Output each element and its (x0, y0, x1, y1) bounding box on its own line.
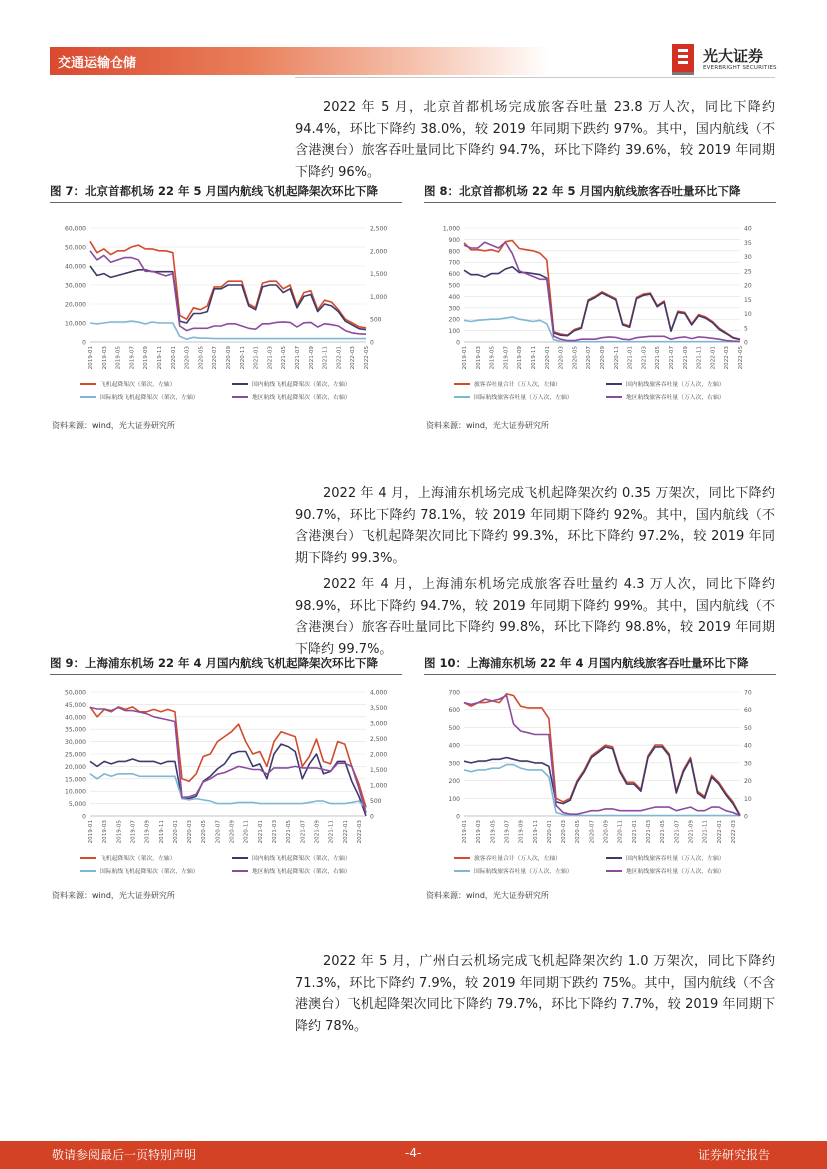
fig10-xtick: 2021-09 (688, 820, 695, 844)
fig8-xtick: 2022-01 (710, 346, 717, 370)
fig8-ytick-right: 10 (744, 311, 752, 318)
fig7-xtick: 2021-07 (295, 346, 301, 370)
fig8-ytick-right: 5 (744, 325, 748, 333)
fig10-legend-label-3: 地区航线旅客吞吐量（万人次，右轴） (626, 869, 725, 876)
fig9-series-line-1 (90, 744, 366, 816)
fig10-legend-label-2: 国际航线旅客吞吐量（万人次，左轴） (474, 869, 573, 876)
fig10-ytick-left: 100 (448, 795, 460, 803)
fig8-ytick-right: 35 (744, 239, 752, 247)
fig9-series-line-0 (90, 707, 366, 807)
fig9-xtick: 2020-03 (187, 820, 194, 844)
fig7-xtick: 2020-11 (239, 346, 246, 370)
fig9-xtick: 2019-01 (88, 820, 94, 844)
fig9-xtick: 2019-05 (116, 820, 123, 844)
fig8-xtick: 2019-01 (462, 346, 468, 370)
fig7-xtick: 2021-01 (253, 346, 260, 370)
fig8-xtick: 2019-07 (503, 346, 510, 370)
fig7-xtick: 2019-01 (88, 346, 94, 370)
fig9-xtick: 2022-01 (342, 820, 349, 844)
fig10-xtick: 2019-11 (532, 820, 539, 844)
figure-9 (50, 655, 402, 675)
fig7-xtick: 2019-09 (143, 346, 150, 370)
fig7-ytick-left: 20,000 (65, 301, 86, 309)
figure-8-title: 图 8：北京首都机场 22 年 5 月国内航线旅客吞吐量环比下降 (424, 183, 776, 203)
fig7-xtick: 2019-03 (101, 346, 108, 370)
fig10-svg (424, 684, 776, 884)
paragraph-block-3 (295, 951, 775, 1042)
fig9-ytick-right: 1,500 (370, 767, 388, 774)
fig10-xtick: 2020-11 (617, 820, 624, 844)
fig8-xtick: 2022-05 (738, 346, 744, 370)
fig10-xtick: 2021-03 (646, 820, 652, 844)
fig8-xtick: 2022-03 (724, 346, 731, 370)
fig7-xtick: 2021-03 (267, 346, 274, 370)
fig10-ytick-right: 40 (744, 742, 752, 750)
fig8-xtick: 2020-09 (600, 346, 606, 370)
fig8-xtick: 2020-05 (572, 346, 579, 370)
fig8-legend-label-0: 旅客吞吐量合计（万人次，左轴） (474, 382, 561, 389)
fig8-ytick-right: 30 (744, 254, 752, 261)
fig10-series-line-1 (464, 747, 740, 816)
fig7-legend-label-2: 国际航线飞机起降架次（架次，左轴） (100, 395, 199, 402)
fig7-xtick: 2020-03 (184, 346, 191, 370)
figure-8 (424, 183, 776, 203)
fig7-ytick-right: 2,500 (370, 225, 388, 233)
fig9-xtick: 2021-11 (328, 820, 335, 844)
fig8-xtick: 2021-05 (655, 346, 662, 370)
fig7-legend-label-0: 飞机起降架次（架次，左轴） (100, 382, 176, 389)
fig10-series-line-0 (464, 694, 740, 816)
fig8-ytick-right: 15 (744, 296, 752, 304)
fig10-xtick: 2020-07 (589, 820, 596, 844)
fig7-xtick: 2022-03 (350, 346, 357, 370)
fig8-svg (424, 220, 776, 410)
fig8-legend-label-2: 国际航线旅客吞吐量（万人次，左轴） (474, 395, 573, 402)
fig7-xtick: 2020-07 (212, 346, 219, 370)
figure-10 (424, 655, 776, 675)
fig9-ytick-left: 10,000 (65, 788, 86, 796)
fig10-xtick: 2021-11 (702, 820, 709, 844)
fig7-xtick: 2019-11 (157, 346, 163, 370)
fig9-xtick: 2021-07 (300, 820, 307, 844)
fig9-xtick: 2019-07 (130, 820, 137, 844)
fig7-ytick-left: 30,000 (65, 282, 86, 290)
fig9-ytick-right: 500 (370, 798, 382, 805)
fig8-ytick-left: 500 (448, 282, 460, 290)
fig9-xtick: 2021-01 (257, 820, 264, 844)
fig7-series-line-1 (90, 266, 366, 330)
fig10-ytick-right: 0 (744, 813, 748, 821)
fig9-ytick-left: 30,000 (65, 739, 86, 747)
footer-page-number: -4- (405, 1146, 422, 1160)
fig8-ytick-left: 400 (448, 293, 460, 301)
figure-7 (50, 183, 402, 203)
fig8-ytick-left: 800 (448, 248, 460, 256)
figure-9-title: 图 9：上海浦东机场 22 年 4 月国内航线飞机起降架次环比下降 (50, 655, 402, 675)
fig8-series-line-1 (464, 267, 740, 340)
fig9-ytick-right: 2,500 (370, 736, 388, 743)
fig7-legend-label-1: 国内航线飞机起降架次（架次，左轴） (252, 382, 351, 389)
fig7-ytick-left: 50,000 (65, 244, 86, 252)
fig8-ytick-left: 100 (448, 328, 460, 336)
fig10-ytick-left: 500 (448, 724, 460, 732)
fig9-ytick-left: 15,000 (65, 776, 86, 784)
fig7-ytick-left: 60,000 (65, 225, 86, 233)
fig9-xtick: 2020-07 (215, 820, 222, 844)
figure-8-source: 资料来源：wind，光大证券研究所 (426, 421, 549, 430)
fig10-ytick-left: 0 (456, 813, 460, 821)
fig8-xtick: 2020-03 (558, 346, 565, 370)
fig10-xtick: 2020-01 (546, 820, 553, 844)
fig8-ytick-right: 40 (744, 225, 752, 233)
fig8-xtick: 2020-01 (544, 346, 551, 370)
fig8-legend-label-3: 地区航线旅客吞吐量（万人次，右轴） (626, 395, 725, 402)
fig9-xtick: 2020-09 (229, 820, 236, 844)
fig8-ytick-left: 300 (448, 305, 460, 313)
figure-8-chart (424, 220, 776, 410)
paragraph-4: 2022 年 5 月，广州白云机场完成飞机起降架次约 1.0 万架次，同比下降约 71.3%，环比下降约 7.9%，较 2019 年同期下跌约 75%。其中，国内航线（不含港澳台）飞机起降架次同比下降约 79.7%，环比下降约 7.7%，较 2019 年同期下降约 78%。 (295, 954, 775, 1034)
fig10-xtick: 2019-01 (462, 820, 468, 844)
fig8-legend-label-1: 国内航线旅客吞吐量（万人次，左轴） (626, 382, 725, 389)
fig9-ytick-right: 3,500 (370, 705, 388, 712)
figure-9-chart (50, 684, 402, 884)
fig7-svg (50, 220, 402, 410)
fig10-xtick: 2019-09 (518, 820, 525, 844)
fig10-xtick: 2020-03 (561, 820, 568, 844)
fig7-xtick: 2019-05 (115, 346, 122, 370)
fig7-xtick: 2020-01 (170, 346, 177, 370)
fig7-xtick: 2022-01 (336, 346, 343, 370)
fig7-ytick-right: 0 (370, 339, 374, 347)
fig8-ytick-left: 0 (456, 339, 460, 347)
fig7-ytick-left: 40,000 (65, 263, 86, 271)
fig7-ytick-left: 10,000 (65, 320, 86, 328)
fig9-xtick: 2022-03 (356, 820, 363, 844)
fig8-ytick-right: 20 (744, 282, 752, 290)
fig10-legend-label-0: 旅客吞吐量合计（万人次，左轴） (474, 856, 561, 863)
fig8-xtick: 2019-05 (489, 346, 496, 370)
fig10-ytick-right: 60 (744, 707, 752, 715)
fig10-legend-label-1: 国内航线旅客吞吐量（万人次，左轴） (626, 856, 725, 863)
fig7-ytick-right: 1,500 (370, 271, 388, 279)
fig9-svg (50, 684, 402, 884)
fig9-ytick-left: 20,000 (65, 763, 86, 771)
fig7-ytick-right: 2,000 (370, 248, 388, 256)
fig9-ytick-left: 0 (82, 813, 86, 821)
fig9-xtick: 2020-05 (201, 820, 208, 844)
figure-7-title: 图 7：北京首都机场 22 年 5 月国内航线飞机起降架次环比下降 (50, 183, 402, 203)
fig7-xtick: 2020-05 (198, 346, 205, 370)
fig8-xtick: 2020-11 (613, 346, 620, 370)
paragraph-block-2 (295, 483, 775, 665)
fig10-xtick: 2019-05 (490, 820, 497, 844)
fig8-ytick-left: 1,000 (442, 225, 460, 233)
fig8-ytick-left: 900 (448, 236, 460, 244)
fig9-xtick: 2020-11 (243, 820, 250, 844)
fig9-ytick-left: 35,000 (65, 726, 86, 734)
fig8-xtick: 2021-07 (669, 346, 675, 370)
fig9-ytick-left: 50,000 (65, 689, 86, 697)
fig9-ytick-left: 25,000 (65, 751, 86, 759)
fig9-xtick: 2021-03 (272, 820, 278, 844)
fig8-xtick: 2020-07 (586, 346, 593, 370)
fig10-ytick-right: 50 (744, 724, 752, 732)
fig8-ytick-right: 0 (744, 339, 748, 347)
fig7-xtick: 2019-07 (129, 346, 136, 370)
fig10-ytick-right: 20 (744, 778, 752, 786)
fig8-ytick-left: 700 (448, 259, 460, 267)
paragraph-3: 2022 年 4 月，上海浦东机场完成旅客吞吐量约 4.3 万人次，同比下降约 98.9%，环比下降约 94.7%，较 2019 年同期下降约 99%。其中，国内航线（不含港澳台）旅客吞吐量同比下降约 99.8%，环比下降约 98.8%，较 2019 年同期下降约 99.7%。 (295, 577, 775, 657)
figure-9-source: 资料来源：wind，光大证券研究所 (52, 891, 175, 900)
fig8-series-line-0 (464, 241, 740, 340)
fig9-xtick: 2020-01 (172, 820, 179, 844)
fig7-ytick-right: 500 (370, 316, 382, 324)
fig10-ytick-right: 10 (744, 795, 752, 803)
fig9-ytick-right: 1,000 (370, 782, 388, 790)
fig9-xtick: 2019-11 (158, 820, 165, 844)
section-title: 交通运输仓储 (58, 56, 137, 71)
paragraph-2: 2022 年 4 月，上海浦东机场完成飞机起降架次约 0.35 万架次，同比下降约 90.7%，环比下降约 78.1%，较 2019 年同期下降约 92%。其中，国内航线（不含港澳台）飞机起降架次同比下降约 99.3%，环比下降约 97.2%，较 2019 年同期下降约 99.3%。 (295, 486, 775, 566)
fig7-xtick: 2020-09 (226, 346, 232, 370)
fig9-ytick-right: 0 (370, 813, 374, 821)
fig7-xtick: 2022-05 (364, 346, 370, 370)
fig10-ytick-right: 30 (744, 760, 752, 768)
figure-7-chart (50, 220, 402, 410)
fig7-ytick-left: 0 (82, 339, 86, 347)
fig10-xtick: 2021-01 (631, 820, 638, 844)
figure-7-source: 资料来源：wind，光大证券研究所 (52, 421, 175, 430)
footer-disclaimer: 敬请参阅最后一页特别声明 (52, 1148, 197, 1162)
fig9-legend-label-1: 国内航线飞机起降架次（架次，左轴） (252, 856, 351, 863)
fig8-xtick: 2019-11 (531, 346, 537, 370)
fig9-ytick-left: 45,000 (65, 701, 86, 709)
fig8-xtick: 2019-03 (475, 346, 482, 370)
fig10-ytick-left: 700 (448, 689, 460, 697)
paragraph-block-1 (295, 97, 775, 188)
fig10-ytick-left: 400 (448, 742, 460, 750)
fig10-xtick: 2020-05 (575, 820, 582, 844)
fig9-xtick: 2019-03 (102, 820, 109, 844)
fig9-legend-label-3: 地区航线飞机起降架次（架次，右轴） (252, 869, 351, 876)
fig10-ytick-left: 600 (448, 707, 460, 715)
fig10-xtick: 2022-01 (716, 820, 723, 844)
fig10-xtick: 2021-05 (660, 820, 667, 844)
fig10-series-line-3 (464, 696, 740, 816)
footer-report-type: 证券研究报告 (697, 1148, 770, 1162)
fig10-xtick: 2022-03 (730, 820, 737, 844)
fig8-xtick: 2021-03 (641, 346, 648, 370)
fig10-series-line-2 (464, 765, 740, 816)
fig9-legend-label-2: 国际航线飞机起降架次（架次，左轴） (100, 869, 199, 876)
fig8-xtick: 2021-01 (627, 346, 634, 370)
fig9-ytick-right: 4,000 (370, 689, 388, 697)
fig10-ytick-left: 300 (448, 760, 460, 768)
fig10-ytick-right: 70 (744, 689, 752, 697)
fig9-legend-label-0: 飞机起降架次（架次，左轴） (100, 856, 176, 863)
fig9-ytick-right: 2,000 (370, 751, 388, 759)
fig9-ytick-left: 5,000 (68, 801, 86, 809)
fig8-xtick: 2021-11 (696, 346, 703, 370)
fig7-xtick: 2021-09 (308, 346, 315, 370)
fig10-xtick: 2019-07 (504, 820, 511, 844)
brand-logo-icon (672, 44, 702, 76)
figure-10-chart (424, 684, 776, 884)
fig10-ytick-left: 200 (448, 778, 460, 786)
brand-en: EVERBRIGHT SECURITIES (703, 65, 777, 71)
brand-name: 光大证券 (703, 47, 764, 65)
fig9-xtick: 2019-09 (144, 820, 151, 844)
fig8-ytick-left: 200 (448, 316, 460, 324)
fig8-xtick: 2021-09 (682, 346, 689, 370)
fig7-ytick-right: 1,000 (370, 293, 388, 301)
fig8-xtick: 2019-09 (517, 346, 524, 370)
paragraph-1: 2022 年 5 月，北京首都机场完成旅客吞吐量 23.8 万人次，同比下降约 94.4%，环比下降约 38.0%，较 2019 年同期下跌约 97%。其中，国内航线（不含港澳台）旅客吞吐量同比下降约 94.7%，环比下降约 39.6%，较 2019 年同期下降约 96%。 (295, 100, 775, 180)
fig9-ytick-right: 3,000 (370, 720, 388, 728)
fig7-legend-label-3: 地区航线飞机起降架次（架次，右轴） (252, 395, 351, 402)
figure-10-source: 资料来源：wind，光大证券研究所 (426, 891, 549, 900)
fig8-ytick-left: 600 (448, 271, 460, 279)
fig9-xtick: 2021-09 (314, 820, 321, 844)
fig7-xtick: 2021-11 (322, 346, 329, 370)
fig10-xtick: 2021-07 (674, 820, 681, 844)
fig9-ytick-left: 40,000 (65, 714, 86, 722)
fig8-ytick-right: 25 (744, 268, 752, 276)
header-rule (295, 77, 775, 78)
fig10-xtick: 2019-03 (476, 820, 483, 844)
fig9-xtick: 2021-05 (286, 820, 293, 844)
fig7-xtick: 2021-05 (281, 346, 288, 370)
fig10-xtick: 2020-09 (603, 820, 610, 844)
figure-10-title: 图 10：上海浦东机场 22 年 4 月国内航线旅客吞吐量环比下降 (424, 655, 776, 675)
